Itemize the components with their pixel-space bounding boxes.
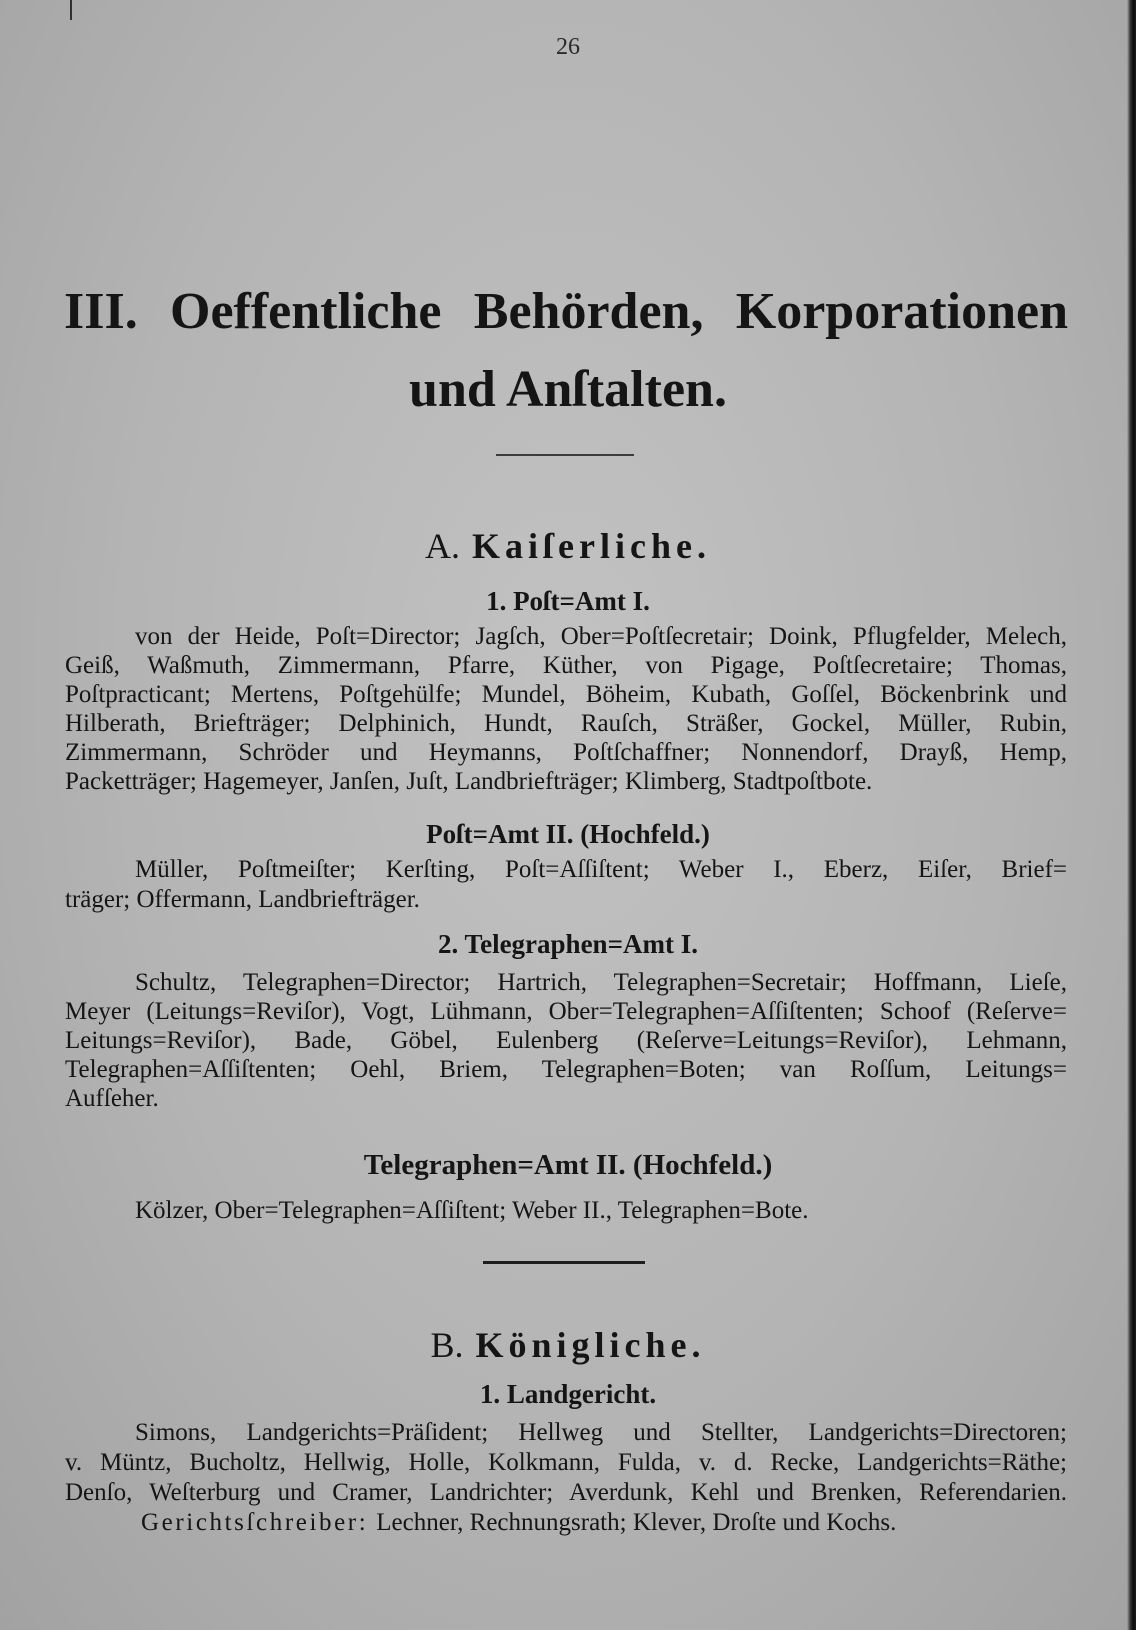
text-line: Telegraphen=Aſſiſtenten; Oehl, Briem, Telegraphen=Boten; van Roſſum, Leitungs= — [65, 1056, 1067, 1083]
text-line: träger; Offermann, Landbriefträger. — [65, 886, 420, 913]
section-a-heading — [0, 522, 1136, 570]
paragraph-landgericht — [65, 1418, 1067, 1538]
text-line: Denſo, Weſterburg und Cramer, Landrichter; Averdunk, Kehl und Brenken, Referendarien. — [65, 1479, 1067, 1506]
section-title: Königliche. — [475, 1325, 706, 1365]
chapter-title-line-2: und Anſtalten. — [409, 361, 727, 418]
section-title: Kaiſerliche. — [472, 526, 711, 566]
divider-rule — [483, 1261, 645, 1264]
text-line: Hilberath, Briefträger; Delphinich, Hundt, Rauſch, Sträßer, Gockel, Müller, Rubin, — [65, 710, 1067, 737]
divider-rule — [496, 454, 634, 456]
text-line: Schultz, Telegraphen=Director; Hartrich, Telegraphen=Secretair; Hoffmann, Lieſe, — [135, 969, 1067, 996]
page-number: 26 — [556, 34, 580, 60]
text-line: v. Müntz, Bucholtz, Hellwig, Holle, Kolkmann, Fulda, v. d. Recke, Landgerichts=Räthe; — [65, 1449, 1067, 1476]
text-line: Zimmermann, Schröder und Heymanns, Poſtſchaffner; Nonnendorf, Drayß, Hemp, — [65, 739, 1067, 766]
clerks-text: Lechner, Rechnungsrath; Klever, Droſte und Kochs. — [376, 1509, 897, 1536]
text-line: Kölzer, Ober=Telegraphen=Aſſiſtent; Weber II., Telegraphen=Bote. — [135, 1197, 809, 1224]
paragraph-post-amt-1 — [65, 622, 1067, 796]
text-line: Simons, Landgerichts=Präſident; Hellweg und Stellter, Landgerichts=Directoren; — [135, 1419, 1067, 1446]
text-line: Meyer (Leitungs=Reviſor), Vogt, Lühmann, Ober=Telegraphen=Aſſiſtenten; Schoof (Reſerve= — [65, 998, 1067, 1025]
scan-edge-left — [70, 0, 72, 20]
subheading-post-amt-1: 1. Poſt=Amt I. — [486, 586, 650, 616]
section-letter: A. — [425, 526, 461, 566]
clerks-label: Gerichtsſchreiber: — [141, 1509, 369, 1536]
chapter-title-line-1: III. Oeffentliche Behörden, Korporationen — [64, 283, 1068, 340]
section-b-heading — [0, 1321, 1136, 1369]
clerks-line — [65, 1508, 1067, 1538]
subheading-landgericht: 1. Landgericht. — [479, 1379, 657, 1409]
text-line: Aufſeher. — [65, 1085, 159, 1112]
subheading-post-amt-2: Poſt=Amt II. (Hochfeld.) — [426, 819, 710, 849]
section-letter: B. — [430, 1325, 464, 1365]
paragraph-post-amt-2 — [65, 855, 1067, 915]
text-line: Müller, Poſtmeiſter; Kerſting, Poſt=Aſſiſtent; Weber I., Eberz, Eiſer, Brief= — [135, 856, 1067, 883]
subheading-telegraphen-amt-2: Telegraphen=Amt II. (Hochfeld.) — [363, 1149, 773, 1181]
text-line: Leitungs=Reviſor), Bade, Göbel, Eulenberg (Reſerve=Leitungs=Reviſor), Lehmann, — [65, 1027, 1067, 1054]
paragraph-telegraphen-amt-1 — [65, 968, 1067, 1113]
paragraph-telegraphen-amt-2 — [65, 1196, 1067, 1225]
text-line: von der Heide, Poſt=Director; Jagſch, Ober=Poſtſecretair; Doink, Pflugfelder, Melech, — [135, 623, 1067, 650]
subheading-telegraphen-amt-1: 2. Telegraphen=Amt I. — [438, 929, 698, 959]
text-line: Poſtpracticant; Mertens, Poſtgehülfe; Mundel, Böheim, Kubath, Goſſel, Böckenbrink und — [65, 681, 1067, 708]
text-line: Packetträger; Hagemeyer, Janſen, Juſt, Landbriefträger; Klimberg, Stadtpoſtbote. — [65, 768, 873, 795]
text-line: Geiß, Waßmuth, Zimmermann, Pfarre, Küther, von Pigage, Poſtſecretaire; Thomas, — [65, 652, 1067, 679]
